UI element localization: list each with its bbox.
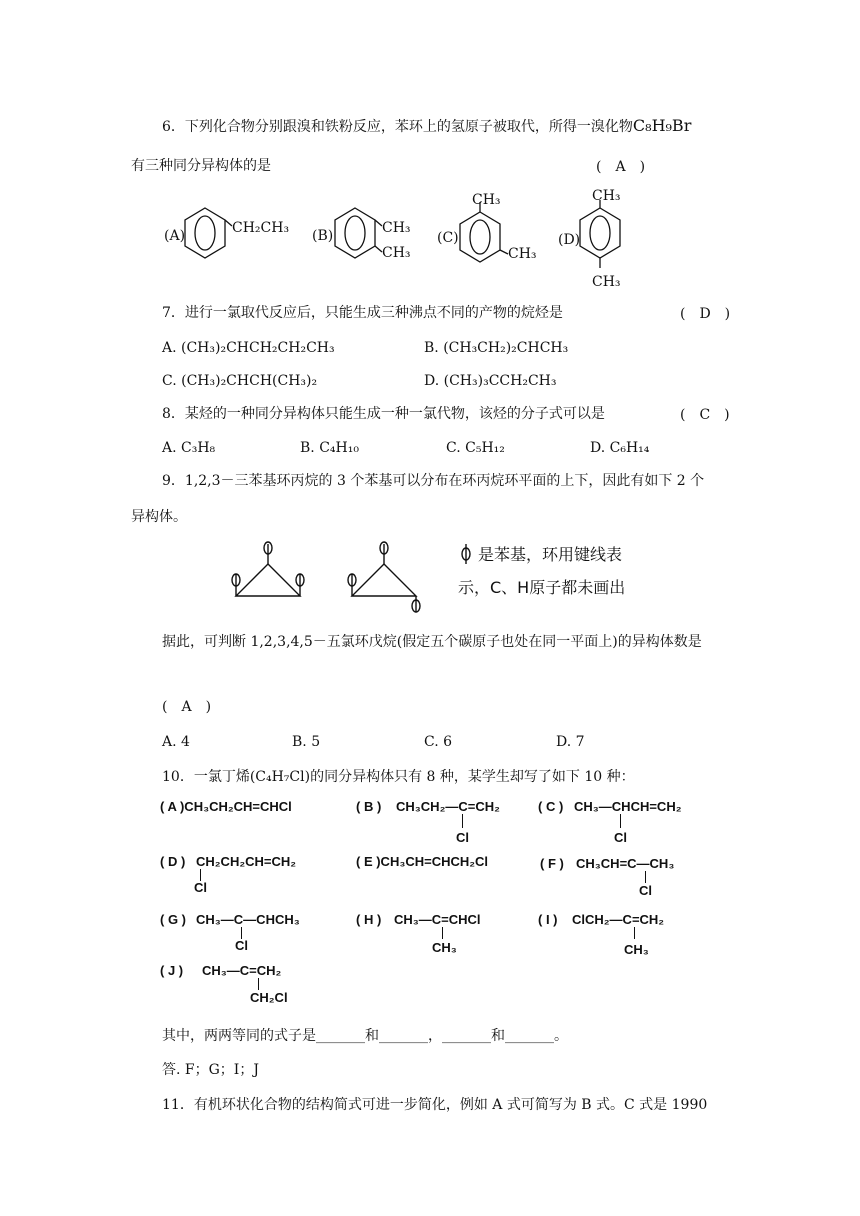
q9-note1: 是苯基，环用键线表 — [478, 545, 623, 564]
q10-h-label: ( H ) — [356, 912, 382, 927]
q7-opt-a: A. (CH₃)₂CHCH₂CH₂CH₃ — [162, 340, 335, 356]
q9-line1: 9．1,2,3－三苯基环丙烷的 3 个苯基可以分布在环丙烷环平面的上下，因此有如下 2 个 — [162, 473, 705, 489]
q8-opt-a: A. C₃H₈ — [162, 440, 216, 456]
q9-answer: ( A ) — [162, 699, 212, 715]
q10-b-label: ( B ) — [356, 799, 382, 814]
q9-line3: 据此，可判断 1,2,3,4,5－五氯环戊烷(假定五个碳原子也处在同一平面上)的异构体数是 — [162, 634, 702, 650]
q9-opt-d: D. 7 — [556, 734, 585, 750]
q10-j-main: CH₃—C=CH₂ — [202, 963, 282, 978]
q7-answer: ( D ) — [680, 306, 731, 322]
q10-g-label: ( G ) — [160, 912, 186, 927]
q9-opt-b: B. 5 — [292, 734, 321, 750]
q10-answer: 答. F；G；I；J — [162, 1062, 259, 1078]
q10-d-main: CH₂CH₂CH=CH₂ — [196, 854, 297, 869]
q6-line2: 有三种同分异构体的是 — [131, 158, 271, 174]
q6-d-sub2: CH₃ — [592, 274, 621, 290]
q6-line1-text: 6．下列化合物分别跟溴和铁粉反应，苯环上的氢原子被取代，所得一溴化物 — [162, 119, 633, 135]
q10-i-main: ClCH₂—C=CH₂ — [572, 912, 665, 927]
q6-label-c: (C) — [437, 230, 459, 246]
q6-label-d: (D) — [558, 232, 581, 248]
q10-f-main: CH₃CH=C—CH₃ — [576, 856, 675, 871]
q10-c-bond — [620, 814, 621, 828]
q6-c-sub2: CH₃ — [508, 246, 537, 262]
q10-i-sub: CH₃ — [624, 942, 649, 957]
q10-f-label: ( F ) — [540, 856, 564, 871]
q6-b-sub1: CH₃ — [382, 220, 411, 236]
q7-opt-b: B. (CH₃CH₂)₂CHCH₃ — [424, 340, 569, 356]
q8-opt-c: C. C₅H₁₂ — [446, 440, 505, 456]
q9-note2: 示，C、H原子都未画出 — [458, 578, 626, 597]
q10-stem: 10．一氯丁烯(C₄H₇Cl)的同分异构体只有 8 种，某学生却写了如下 10 种： — [162, 769, 635, 785]
q9-opt-c: C. 6 — [424, 734, 453, 750]
q10-g-main: CH₃—C—CHCH₃ — [196, 912, 300, 927]
q10-a: ( A )CH₃CH₂CH=CHCl — [160, 799, 292, 814]
q10-j-label: ( J ) — [160, 963, 184, 978]
q9-line2: 异构体。 — [131, 509, 187, 525]
q10-j-sub: CH₂Cl — [250, 990, 288, 1005]
q8-opt-b: B. C₄H₁₀ — [300, 440, 359, 456]
q10-c-label: ( C ) — [538, 799, 564, 814]
q6-answer: ( A ) — [596, 159, 646, 175]
q10-b-main: CH₃CH₂—C=CH₂ — [396, 799, 500, 814]
q8-stem: 8．某烃的一种同分异构体只能生成一种一氯代物，该烃的分子式可以是 — [162, 406, 605, 422]
q10-i-label: ( I ) — [538, 912, 558, 927]
q6-label-b: (B) — [312, 228, 334, 244]
q7-opt-c: C. (CH₃)₂CHCH(CH₃)₂ — [162, 373, 318, 389]
q7-opt-d: D. (CH₃)₃CCH₂CH₃ — [424, 373, 557, 389]
q6-label-a: (A) — [164, 228, 186, 244]
cyclopropane-1 — [236, 564, 300, 596]
q10-blank-line: 其中，两两等同的式子是_______和_______，_______和_______。 — [162, 1028, 568, 1044]
q8-answer: ( C ) — [680, 407, 730, 423]
q10-e: ( E )CH₃CH=CHCH₂Cl — [356, 854, 489, 869]
q10-g-sub: Cl — [235, 938, 248, 953]
q10-d-label: ( D ) — [160, 854, 186, 869]
q9-opt-a: A. 4 — [162, 734, 190, 750]
q6-d-sub1: CH₃ — [592, 188, 621, 204]
q10-d-sub: Cl — [194, 880, 207, 895]
q10-h-sub: CH₃ — [432, 940, 457, 955]
q6-b-sub2: CH₃ — [382, 245, 411, 261]
q10-f-sub: Cl — [639, 883, 652, 898]
q8-opt-d: D. C₆H₁₄ — [590, 440, 650, 456]
q6-a-sub: CH₂CH₃ — [232, 220, 290, 236]
q10-b-sub: Cl — [456, 830, 469, 845]
q6-line1 — [162, 116, 691, 137]
cyclopropane-2 — [352, 564, 416, 596]
q6-structures-svg — [160, 188, 760, 288]
q6-formula: C₈H₉Br — [632, 116, 692, 135]
q6-c-sub1: CH₃ — [472, 192, 501, 208]
q10-i-bond — [634, 927, 635, 939]
q7-stem: 7．进行一氯取代反应后，只能生成三种沸点不同的产物的烷烃是 — [162, 305, 563, 321]
q10-b-bond — [462, 814, 463, 828]
q11-line1: 11．有机环状化合物的结构简式可进一步简化，例如 A 式可简写为 B 式。C 式是 1990 — [162, 1097, 708, 1113]
q10-c-main: CH₃—CHCH=CH₂ — [574, 799, 682, 814]
q6-structures — [160, 188, 760, 288]
q10-h-main: CH₃—C=CHCl — [394, 912, 481, 927]
q10-c-sub: Cl — [614, 830, 627, 845]
